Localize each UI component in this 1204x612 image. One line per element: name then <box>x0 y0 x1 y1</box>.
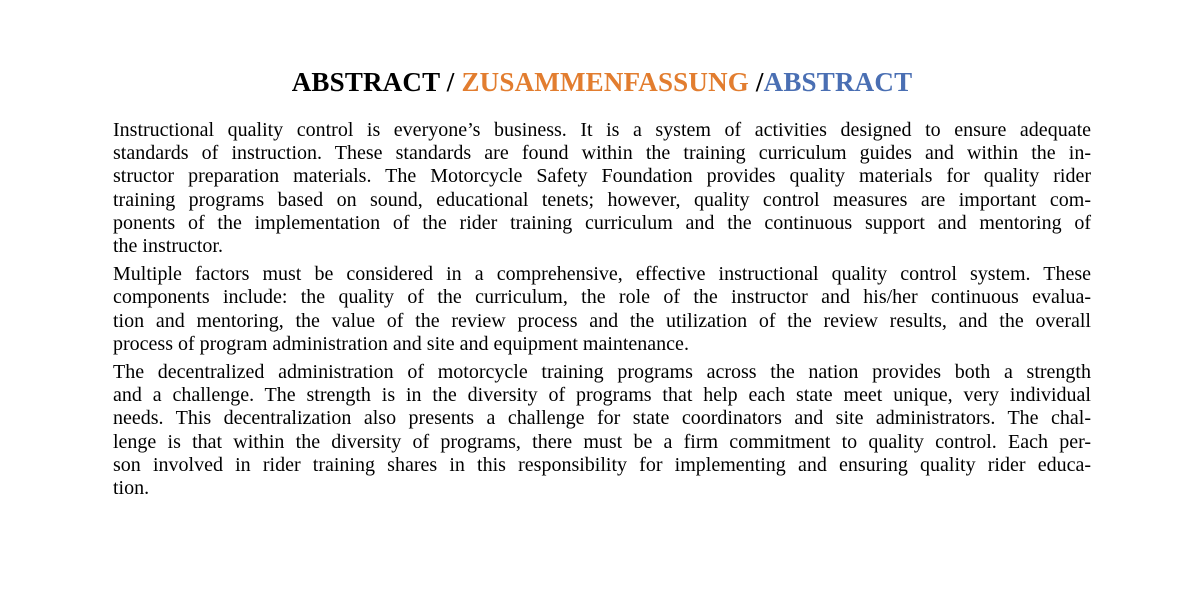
text-line: tion and mentoring, the value of the review process and the utilization of the review results, and the overall <box>113 309 1091 332</box>
heading-abstract-translation: ABSTRACT <box>763 67 913 97</box>
text-line: structor preparation materials. The Motorcycle Safety Foundation provides quality materials for quality rider <box>113 165 1091 188</box>
text-line: son involved in rider training shares in this responsibility for implementing and ensuring quality rider educa- <box>113 453 1091 476</box>
text-line: and a challenge. The strength is in the diversity of programs that help each state meet unique, very individual <box>113 384 1091 407</box>
abstract-body <box>113 119 1091 505</box>
text-line: tion. <box>113 477 150 500</box>
text-line: training programs based on sound, educational tenets; however, quality control measures are important com- <box>113 188 1091 211</box>
heading-abstract-english: ABSTRACT <box>291 67 440 97</box>
abstract-heading <box>0 64 1204 100</box>
heading-zusammenfassung-german: ZUSAMMENFASSUNG <box>461 67 749 97</box>
text-line: The decentralized administration of motorcycle training programs across the nation provides both a strength <box>113 361 1091 384</box>
text-line: ponents of the implementation of the rider training curriculum and the continuous support and mentoring of <box>113 211 1091 234</box>
text-line: Multiple factors must be considered in a comprehensive, effective instructional quality control system. These <box>113 263 1091 286</box>
abstract-paragraph <box>113 361 1091 500</box>
text-line: components include: the quality of the curriculum, the role of the instructor and his/her continuous evalua- <box>113 286 1091 309</box>
abstract-paragraph <box>113 119 1091 258</box>
heading-separator: / <box>439 67 462 97</box>
text-line: Instructional quality control is everyone’s business. It is a system of activities designed to ensure adequate <box>113 119 1091 141</box>
heading-separator: / <box>748 67 764 97</box>
text-line: needs. This decentralization also presents a challenge for state coordinators and site administrators. The chal- <box>113 407 1091 430</box>
text-line: standards of instruction. These standards are found within the training curriculum guides and within the in- <box>113 142 1091 165</box>
text-line: lenge is that within the diversity of programs, there must be a firm commitment to quality control. Each per- <box>113 430 1091 453</box>
text-line: the instructor. <box>113 235 223 258</box>
text-line: process of program administration and site and equipment maintenance. <box>113 332 689 355</box>
abstract-paragraph <box>113 263 1091 356</box>
